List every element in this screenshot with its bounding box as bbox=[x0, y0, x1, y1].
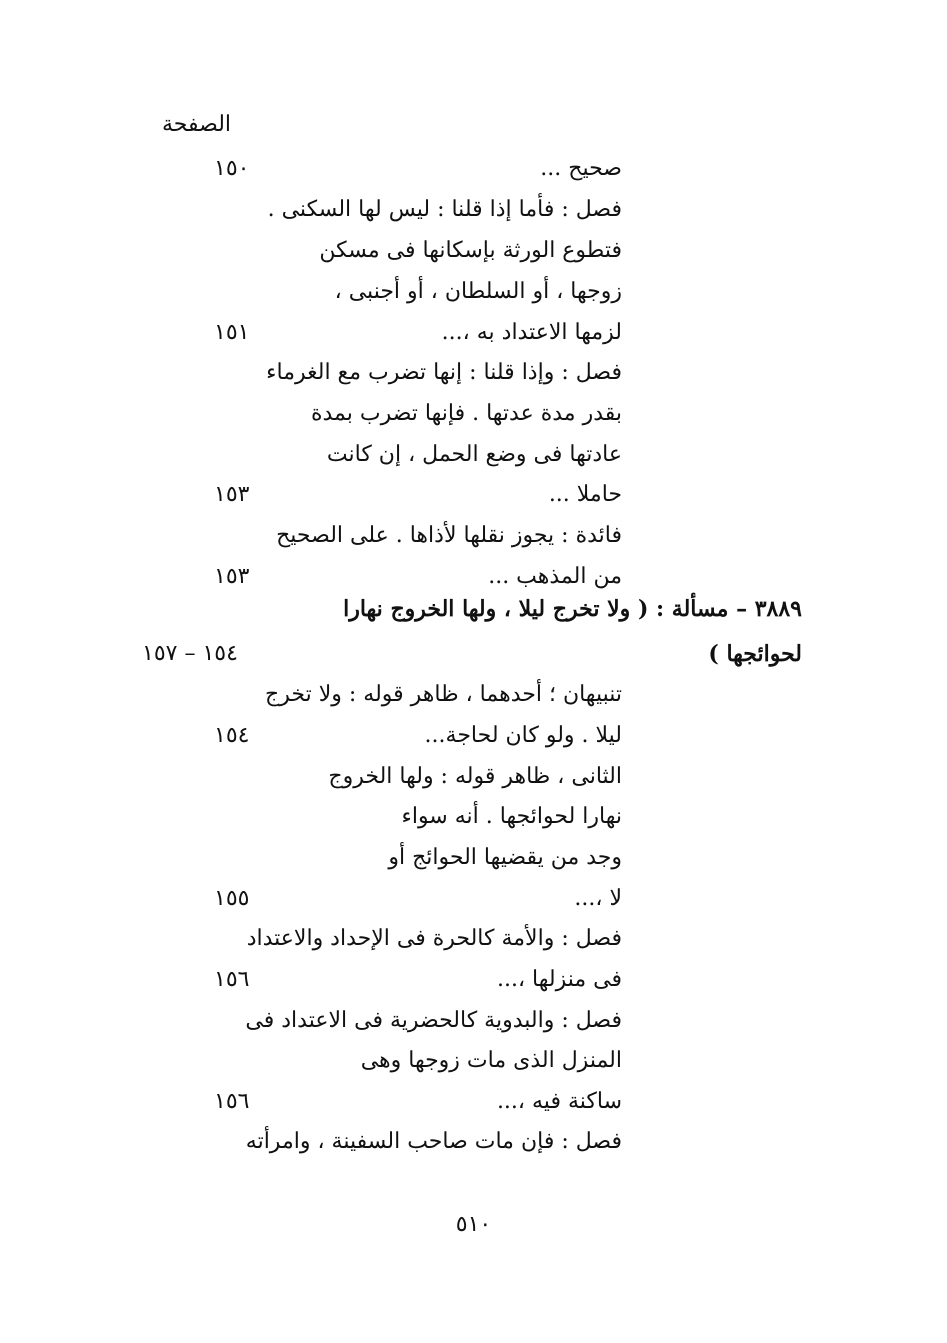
page-column-header: الصفحة bbox=[162, 112, 232, 137]
index-heading-line: ٣٨٨٩ – مسألة : ( ولا تخرج ليلا ، ولها الخروج نهارا bbox=[343, 596, 802, 622]
entry-page-ref: ١٥٤ bbox=[214, 723, 250, 748]
index-entry-line: فصل : والأمة كالحرة فى الإحداد والاعتداد bbox=[246, 926, 622, 951]
entry-page-ref: ١٥٤ – ١٥٧ bbox=[142, 641, 238, 666]
index-entry-line: زوجها ، أو السلطان ، أو أجنبى ، bbox=[334, 279, 622, 304]
index-entry-line: نهارا لحوائجها . أنه سواء bbox=[401, 804, 622, 829]
entry-page-ref: ١٥٦ bbox=[214, 967, 250, 992]
index-entry-line: ساكنة فيه ،... bbox=[496, 1089, 622, 1114]
index-entry-line: فصل : وإذا قلنا : إنها تضرب مع الغرماء bbox=[266, 360, 622, 385]
entry-page-ref: ١٥٣ bbox=[214, 482, 250, 507]
index-entry-line: فصل : فأما إذا قلنا : ليس لها السكنى . bbox=[267, 197, 622, 222]
index-entry-line: لزمها الاعتداد به ،... bbox=[441, 320, 622, 345]
index-entry-line: ليلا . ولو كان لحاجة... bbox=[424, 723, 622, 748]
entry-page-ref: ١٥٠ bbox=[214, 156, 250, 181]
index-entry-line: المنزل الذى مات زوجها وهى bbox=[360, 1048, 622, 1073]
index-entry-line: فائدة : يجوز نقلها لأذاها . على الصحيح bbox=[276, 523, 622, 548]
index-entry-line: صحيح ... bbox=[540, 156, 622, 181]
index-entry-line: من المذهب ... bbox=[488, 564, 622, 589]
index-entry-line: تنبيهان ؛ أحدهما ، ظاهر قوله : ولا تخرج bbox=[265, 682, 622, 707]
index-entry-line: فصل : فإن مات صاحب السفينة ، وامرأته bbox=[245, 1129, 622, 1154]
index-entry-line: فى منزلها ،... bbox=[496, 967, 622, 992]
index-entry-line: حاملا ... bbox=[548, 482, 622, 507]
entry-page-ref: ١٥١ bbox=[214, 320, 250, 345]
index-entry-line: وجد من يقضيها الحوائج أو bbox=[388, 845, 622, 870]
index-entry-line: فتطوع الورثة بإسكانها فى مسكن bbox=[319, 238, 622, 263]
index-entry-line: الثانى ، ظاهر قوله : ولها الخروج bbox=[328, 764, 622, 789]
index-entry-line: عادتها فى وضع الحمل ، إن كانت bbox=[326, 442, 622, 467]
page-number: ٥١٠ bbox=[455, 1212, 492, 1237]
entry-page-ref: ١٥٥ bbox=[214, 886, 250, 911]
index-heading-line: لحوائجها ) bbox=[708, 641, 802, 667]
index-entry-line: لا ،... bbox=[574, 886, 622, 911]
entry-page-ref: ١٥٣ bbox=[214, 564, 250, 589]
index-entry-line: فصل : والبدوية كالحضرية فى الاعتداد فى bbox=[245, 1008, 622, 1033]
index-entry-line: بقدر مدة عدتها . فإنها تضرب بمدة bbox=[310, 401, 622, 426]
entry-page-ref: ١٥٦ bbox=[214, 1089, 250, 1114]
